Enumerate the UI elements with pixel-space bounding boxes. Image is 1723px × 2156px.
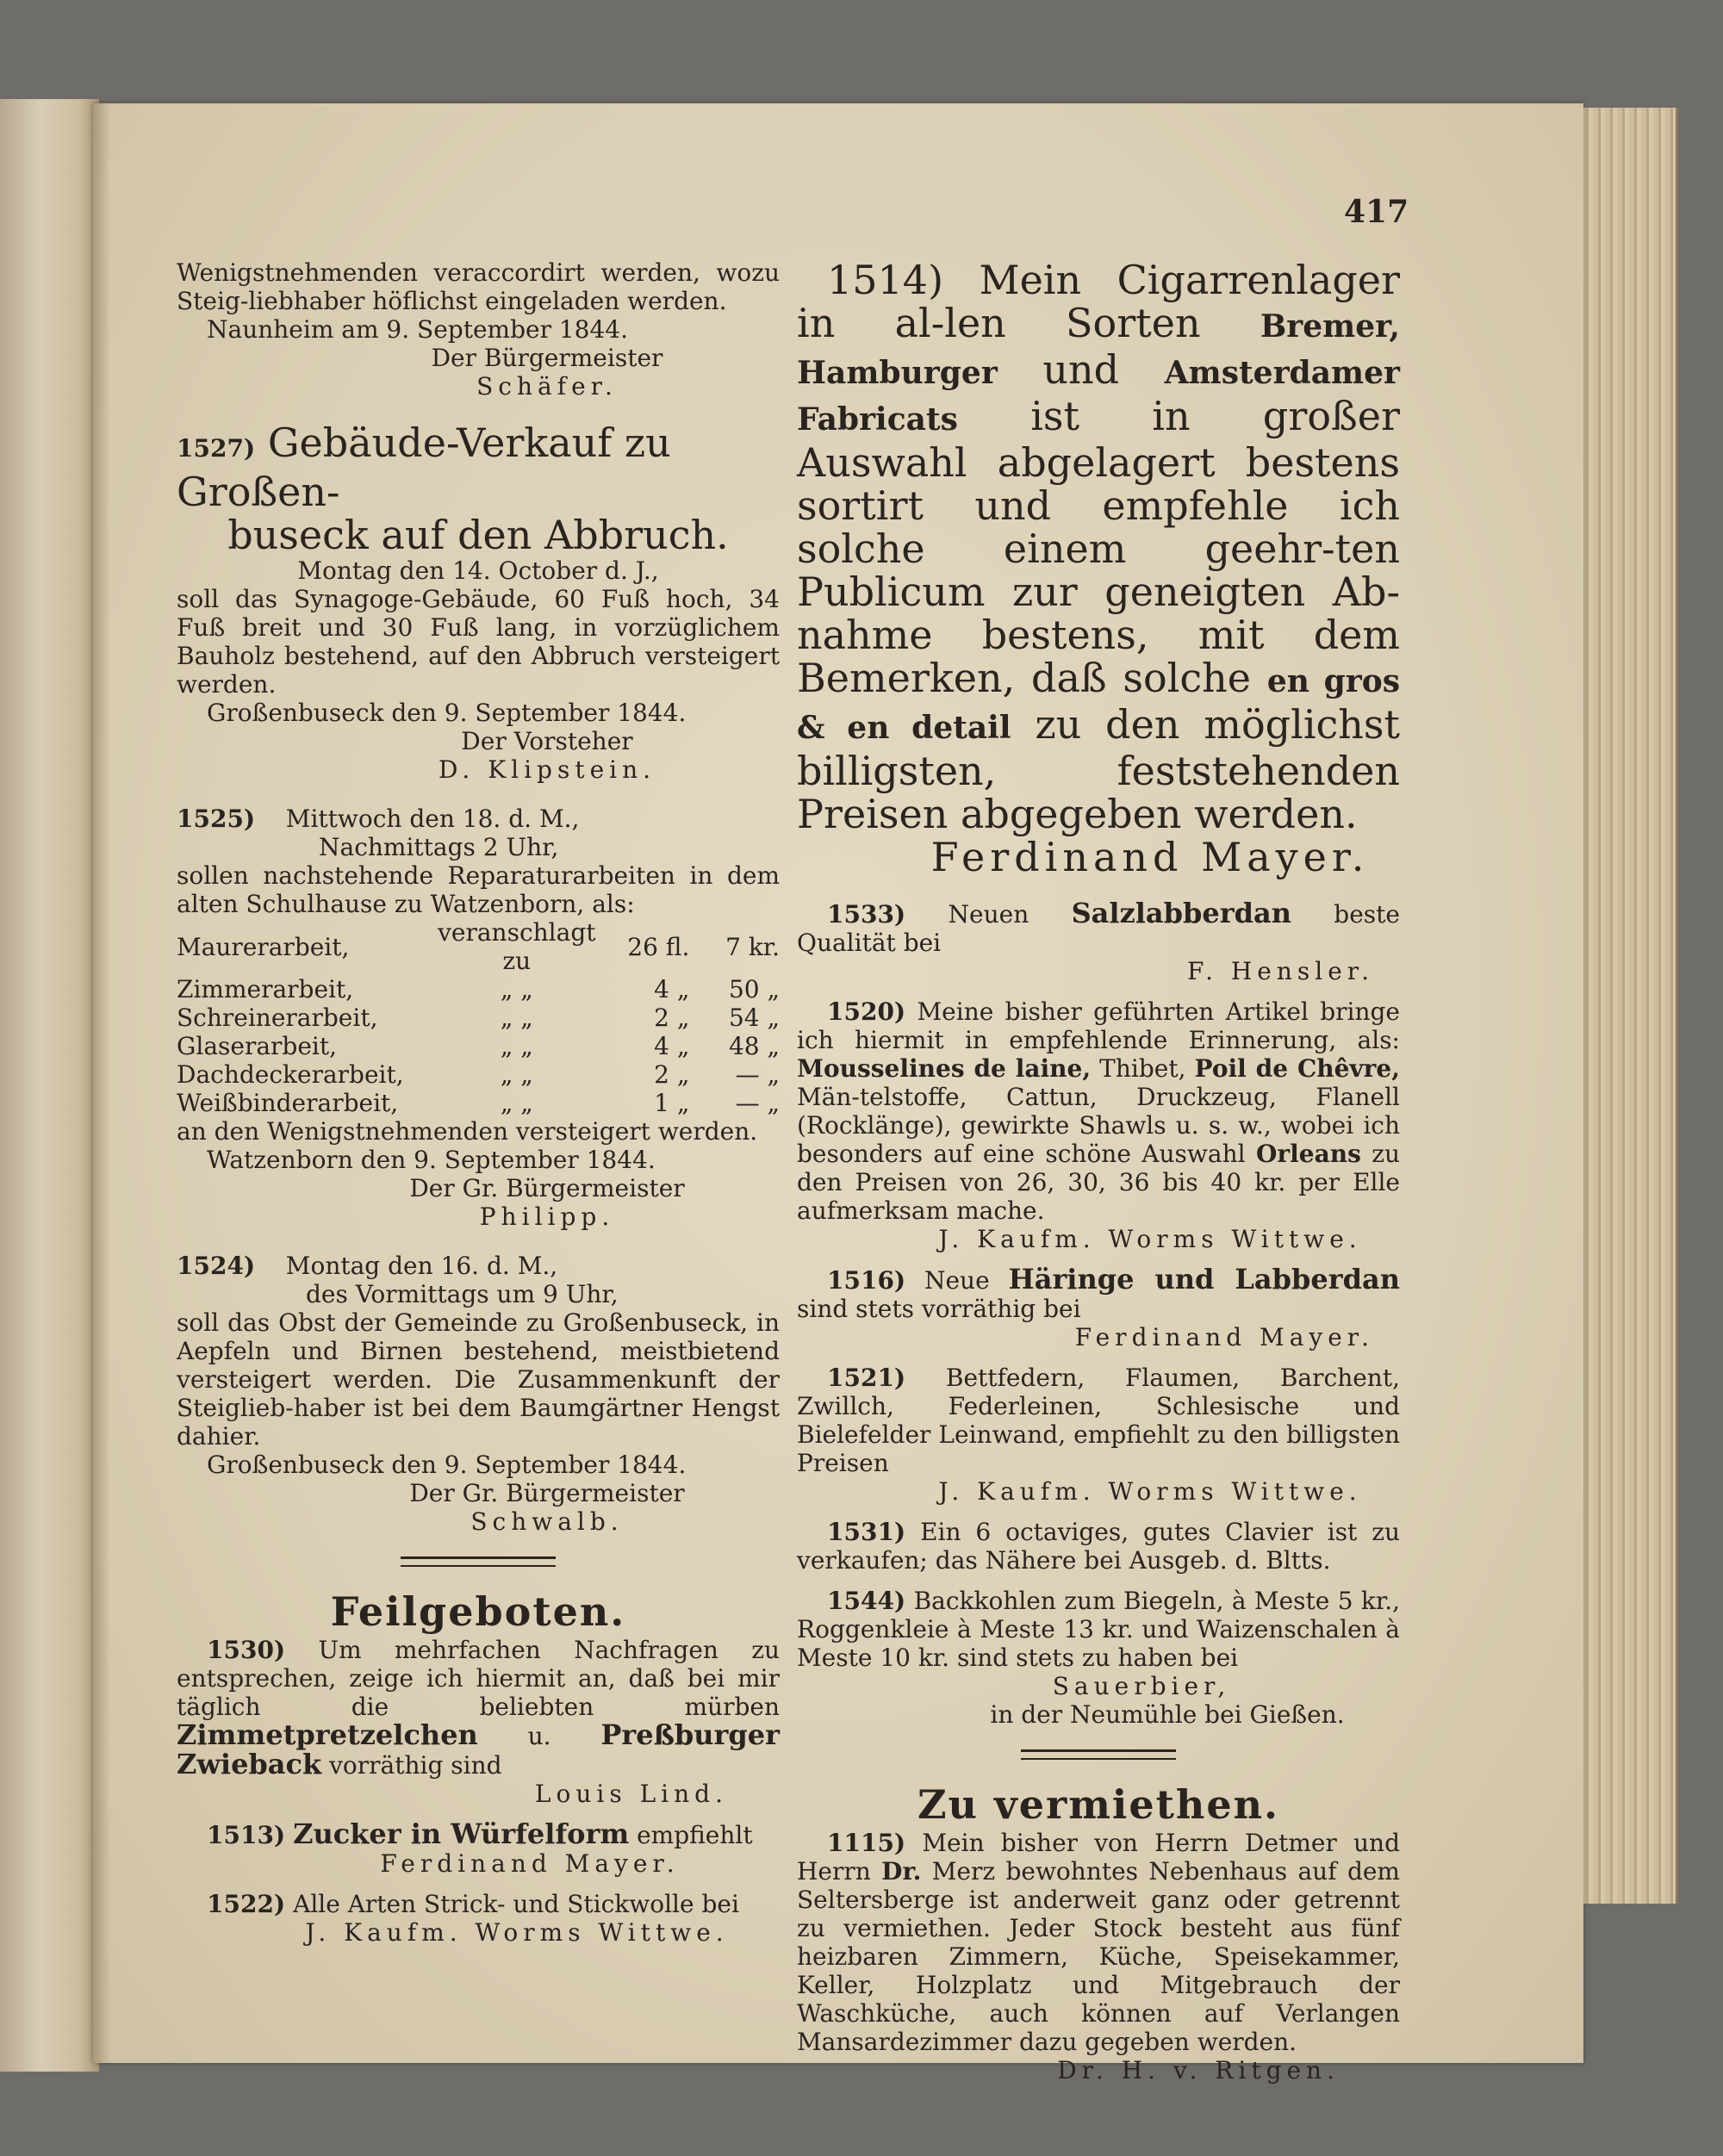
notice-1522 [177,1890,780,1947]
notice-1115-signature: Dr. H. v. Ritgen. [1057,2056,1340,2085]
left-column [177,258,780,1947]
notice-1524-time: des Vormittags um 9 Uhr, [306,1280,619,1308]
notice-1516-bold: Häringe und Labberdan [1008,1263,1400,1295]
notice-1514-text-b: und [1042,346,1120,393]
notice-1521-number: 1521) [827,1364,906,1392]
notice-1524 [177,1252,780,1536]
work-ditto: „ „ [500,975,533,1003]
notice-1520-bold-c: Orleans [1255,1140,1361,1168]
work-name: Dachdeckerarbeit, [177,1060,404,1089]
top-notice-text: Wenigstnehmenden veraccordirt werden, wozu Steig-liebhaber höflichst eingeladen werden. [177,258,780,315]
work-name: Zimmerarbeit, [177,975,354,1003]
notice-1514-bold-a: Bremer, Hamburger [797,308,1400,391]
work-ditto: „ „ [500,1003,533,1032]
notice-1531-number: 1531) [827,1518,906,1546]
notice-1525-closing: an den Wenigstnehmenden versteigert werden. [177,1117,758,1146]
section-heading-vermiethen: Zu vermiethen. [917,1781,1280,1828]
work-gulden: 1 „ [654,1089,690,1117]
works-table-row [177,1032,780,1060]
work-kreuzer: 50 „ [728,975,780,1003]
notice-1513-signature: Ferdinand Mayer. [380,1849,680,1878]
notice-1525-date: Mittwoch den 18. d. M., [285,805,580,833]
page-number: 417 [1344,194,1409,230]
notice-1514-text-a: Mein Cigarrenlager in al-len Sorten [797,257,1401,346]
notice-1527 [177,421,780,784]
notice-1530-signature: Louis Lind. [534,1780,728,1808]
notice-1521-signature: J. Kaufm. Worms Wittwe. [938,1477,1362,1506]
work-ditto: veranschlagt zu [438,918,596,975]
notice-1514-text-c: ist in großer Auswahl abgelagert bestens sortirt und empfehle ich solche einem geehr-ten Publicum zur geneigten Ab-nahme bestens, mit dem Bemerken, daß solche [797,393,1400,701]
notice-1525-time: Nachmittags 2 Uhr, [319,833,559,861]
notice-1524-date: Montag den 16. d. M., [285,1252,558,1280]
notice-1115-bold-a: Dr. [881,1857,922,1886]
notice-1525-signature: Philipp. [479,1202,615,1231]
notice-1533-signature: F. Hensler. [1187,957,1374,985]
notice-1513-bold: Zucker in Würfelform [293,1817,630,1850]
notice-1516-signature: Ferdinand Mayer. [1074,1323,1374,1351]
section-divider-right [1021,1749,1176,1760]
work-kreuzer: 48 „ [728,1032,780,1060]
notice-1531-body: Ein 6 octaviges, gutes Clavier ist zu verkaufen; das Nähere bei Ausgeb. d. Bltts. [797,1518,1400,1575]
notice-1522-number: 1522) [207,1890,286,1918]
notice-1521-body: Bettfedern, Flaumen, Barchent, Zwillch, Federleinen, Schlesische und Bielefelder Leinwand, empfiehlt zu den billigsten Preisen [797,1364,1400,1477]
works-table-row [177,1003,780,1032]
notice-1514-bold-b: Amsterdamer Fabricats [797,355,1401,438]
notice-1531 [797,1518,1400,1575]
top-notice-place-date: Naunheim am 9. September 1844. [207,315,629,344]
notice-1525-body: sollen nachstehende Reparaturarbeiten in dem alten Schulhause zu Watzenborn, als: [177,861,780,918]
notice-1533-pre: Neuen [948,900,1029,929]
notice-1530-mid: u. [527,1722,551,1750]
notice-1527-headline-1: Gebäude-Verkauf zu Großen- [177,419,671,515]
notice-1520-bold-b: Poil de Chêvre, [1194,1054,1400,1083]
notice-1516-number: 1516) [827,1266,906,1295]
notice-1524-number: 1524) [177,1252,256,1280]
notice-1544-number: 1544) [827,1587,906,1615]
notice-1533-bold: Salzlabberdan [1071,897,1291,929]
notice-1516 [797,1265,1400,1351]
notice-1544 [797,1587,1400,1729]
notice-1520 [797,997,1400,1253]
notice-1520-text-d: zu den Preisen von 26, 30, 36 bis 40 kr. per Elle aufmerksam mache. [797,1140,1401,1225]
work-gulden: 4 „ [654,975,690,1003]
notice-1520-text-b: Thibet, [1099,1054,1186,1083]
notice-1513-body: empfiehlt [637,1821,753,1849]
notice-1525 [177,805,780,1231]
notice-1514-number: 1514) [827,257,944,303]
right-column [797,258,1400,2085]
notice-1527-place-date: Großenbuseck den 9. September 1844. [207,699,687,727]
work-gulden: 2 „ [654,1003,690,1032]
notice-1524-body: soll das Obst der Gemeinde zu Großenbuseck, in Aepfeln und Birnen bestehend, meistbietend versteigert werden. Die Zusammenkunft der Steiglieb-haber ist bei dem Baumgärtner Hengst dahier. [177,1308,780,1451]
notice-1527-number: 1527) [177,434,256,463]
notice-1530 [177,1636,780,1808]
notice-1520-signature: J. Kaufm. Worms Wittwe. [938,1225,1362,1253]
notice-1514-bold-c: en gros & en detail [797,663,1401,746]
work-kreuzer: — „ [735,1060,780,1089]
notice-1524-signature: Schwalb. [470,1507,624,1536]
notice-1516-post: sind stets vorräthig bei [797,1295,1081,1323]
notice-1544-body: Backkohlen zum Biegeln, à Meste 5 kr., Roggenkleie à Meste 13 kr. und Waizenschalen à Meste 10 kr. sind stets zu haben bei [797,1587,1401,1672]
works-table-row [177,918,780,975]
notice-1527-headline-2: buseck auf den Abbruch. [227,512,729,558]
page-gutter [93,103,110,2063]
notice-1544-place: in der Neumühle bei Gießen. [990,1700,1345,1729]
work-ditto: „ „ [500,1060,533,1089]
notice-1525-number: 1525) [177,805,256,833]
work-name: Glaserarbeit, [177,1032,338,1060]
works-table-row [177,975,780,1003]
notice-1522-body: Alle Arten Strick- und Stickwolle bei [293,1890,739,1918]
notice-1525-place-date: Watzenborn den 9. September 1844. [207,1146,656,1174]
notice-1527-body: soll das Synagoge-Gebäude, 60 Fuß hoch, 34 Fuß breit und 30 Fuß lang, in vorzüglichem Bauholz bestehend, auf den Abbruch versteigert werden. [177,585,780,699]
work-kreuzer: — „ [735,1089,780,1117]
works-table [177,918,780,1117]
notice-1520-text-c: Män-telstoffe, Cattun, Druckzeug, Flanell (Rocklänge), gewirkte Shawls u. s. w., wobei ich besonders auf eine schöne Auswahl [797,1083,1400,1168]
notice-1513-number: 1513) [207,1821,286,1849]
notice-1530-number: 1530) [207,1636,286,1664]
work-gulden: 4 „ [654,1032,690,1060]
work-gulden: 2 „ [654,1060,690,1089]
notice-1527-signature: D. Klipstein. [438,755,656,784]
notice-1514-signature: Ferdinand Mayer. [930,834,1370,880]
section-divider-left [401,1556,556,1567]
work-kreuzer: 54 „ [728,1003,780,1032]
section-heading-feilgeboten: Feilgeboten. [330,1588,626,1635]
notice-1530-bold-a: Zimmetpretzelchen [177,1718,478,1751]
work-gulden: 26 fl. [627,932,690,961]
page-stack-edge [1581,108,1678,1904]
notice-1524-place-date: Großenbuseck den 9. September 1844. [207,1451,687,1479]
notice-1521 [797,1364,1400,1506]
notice-1513 [177,1817,780,1878]
notice-1115-number: 1115) [827,1829,906,1857]
notice-1520-bold-a: Mousselines de laine, [797,1054,1092,1083]
work-name: Maurerarbeit, [177,932,350,961]
notice-1520-number: 1520) [827,997,906,1026]
notice-1530-body-a: Um mehrfachen Nachfragen zu entsprechen, zeige ich hiermit an, daß bei mir täglich die beliebten mürben [177,1636,780,1721]
work-name: Weißbinderarbeit, [177,1089,399,1117]
work-kreuzer: 7 kr. [725,932,780,961]
notice-1527-title: Der Vorsteher [461,727,633,755]
notice-1530-body-b: vorräthig sind [329,1751,502,1780]
notice-1533-post: beste Qualität bei [797,900,1400,957]
notice-1520-text-a: Meine bisher geführten Artikel bringe ich hiermit in empfehlende Erinnerung, als: [797,997,1400,1054]
notice-1530-bold-b: Preßburger Zwieback [177,1718,780,1780]
notice-1115-text-b: Merz bewohntes Nebenhaus auf dem Seltersberge ist anderweit ganz oder getrennt zu vermiethen. Jeder Stock besteht aus fünf heizbaren Zimmern, Küche, Speisekammer, Keller, Holzplatz und Mitgebrauch der Waschküche, auch können auf Verlangen Mansardezimmer dazu gegeben werden. [797,1857,1400,2056]
notice-1533-number: 1533) [827,900,906,929]
notice-1524-title: Der Gr. Bürgermeister [409,1479,685,1507]
work-name: Schreinerarbeit, [177,1003,378,1032]
work-ditto: „ „ [500,1032,533,1060]
top-notice-title: Der Bürgermeister [431,344,663,372]
top-notice-signature: Schäfer. [476,372,618,401]
notice-1514 [797,258,1400,879]
work-ditto: „ „ [500,1089,533,1117]
works-table-row [177,1089,780,1117]
notice-1115-text-a: Mein bisher von Herrn Detmer und Herrn [797,1829,1401,1886]
notice-1527-date: Montag den 14. October d. J., [297,556,659,585]
notice-1115 [797,1829,1400,2085]
notice-1516-pre: Neue [924,1266,990,1295]
notice-1514-text-d: zu den möglichst billigsten, feststehenden Preisen abgegeben werden. [797,701,1401,837]
notice-1533 [797,899,1400,985]
notice-1544-signature: Sauerbier, [1052,1672,1231,1700]
notice-1525-title: Der Gr. Bürgermeister [409,1174,685,1202]
left-page-edge [0,99,99,2072]
notice-1522-signature: J. Kaufm. Worms Wittwe. [305,1918,729,1947]
works-table-row [177,1060,780,1089]
